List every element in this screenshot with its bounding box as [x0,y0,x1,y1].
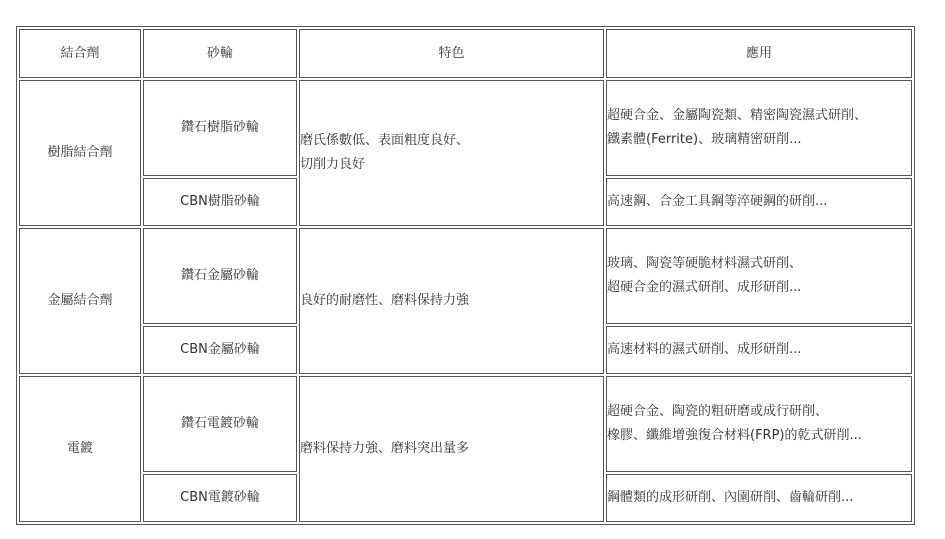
feature-line: 磨氏係數低、表面粗度良好、 [300,133,470,148]
feature-cell [299,376,604,522]
table-row [19,80,912,176]
header-application: 應用 [606,29,912,78]
application-cell [606,474,912,522]
feature-cell [299,80,604,226]
application-cell [606,376,912,472]
application-line: 超硬合金的濕式研削、成形研削... [607,280,802,295]
application-cell [606,178,912,226]
application-cell [606,326,912,374]
application-line: 超硬合金、金屬陶瓷類、精密陶瓷濕式研削、 [607,108,868,123]
application-line: 高速材料的濕式研削、成形研削... [607,342,802,357]
binder-cell: 金屬結合劑 [19,228,141,374]
header-binder: 結合劑 [19,29,141,78]
header-row [19,29,912,78]
feature-cell [299,228,604,374]
wheel-cell: CBN電鍍砂輪 [143,474,297,522]
wheel-cell: 鑽石金屬砂輪 [143,228,297,324]
grinding-wheel-table [16,26,915,525]
wheel-cell: CBN樹脂砂輪 [143,178,297,226]
application-line: 鋼體類的成形研削、內園研削、齒輪研削... [607,490,854,505]
application-cell [606,80,912,176]
wheel-cell: 鑽石電鍍砂輪 [143,376,297,472]
application-line: 橡膠、纖維增強復合材料(FRP)的乾式研削... [607,428,862,443]
table-row [19,376,912,472]
header-feature: 特色 [299,29,604,78]
table-row [19,228,912,324]
feature-line: 磨料保持力強、磨料突出量多 [300,441,470,456]
application-line: 超硬合金、陶瓷的粗研磨或成行研削、 [607,404,829,419]
application-line: 鐵素體(Ferrite)、玻璃精密研削... [607,132,802,147]
binder-cell: 樹脂結合劑 [19,80,141,226]
wheel-cell: 鑽石樹脂砂輪 [143,80,297,176]
application-line: 高速鋼、合金工具鋼等淬硬鋼的研削... [607,194,828,209]
binder-cell: 電鍍 [19,376,141,522]
application-cell [606,228,912,324]
feature-line: 切削力良好 [300,157,366,172]
application-line: 玻璃、陶瓷等硬脆材料濕式研削、 [607,256,803,271]
feature-line: 良好的耐磨性、磨料保持力強 [300,293,470,308]
wheel-cell: CBN金屬砂輪 [143,326,297,374]
header-wheel: 砂輪 [143,29,297,78]
